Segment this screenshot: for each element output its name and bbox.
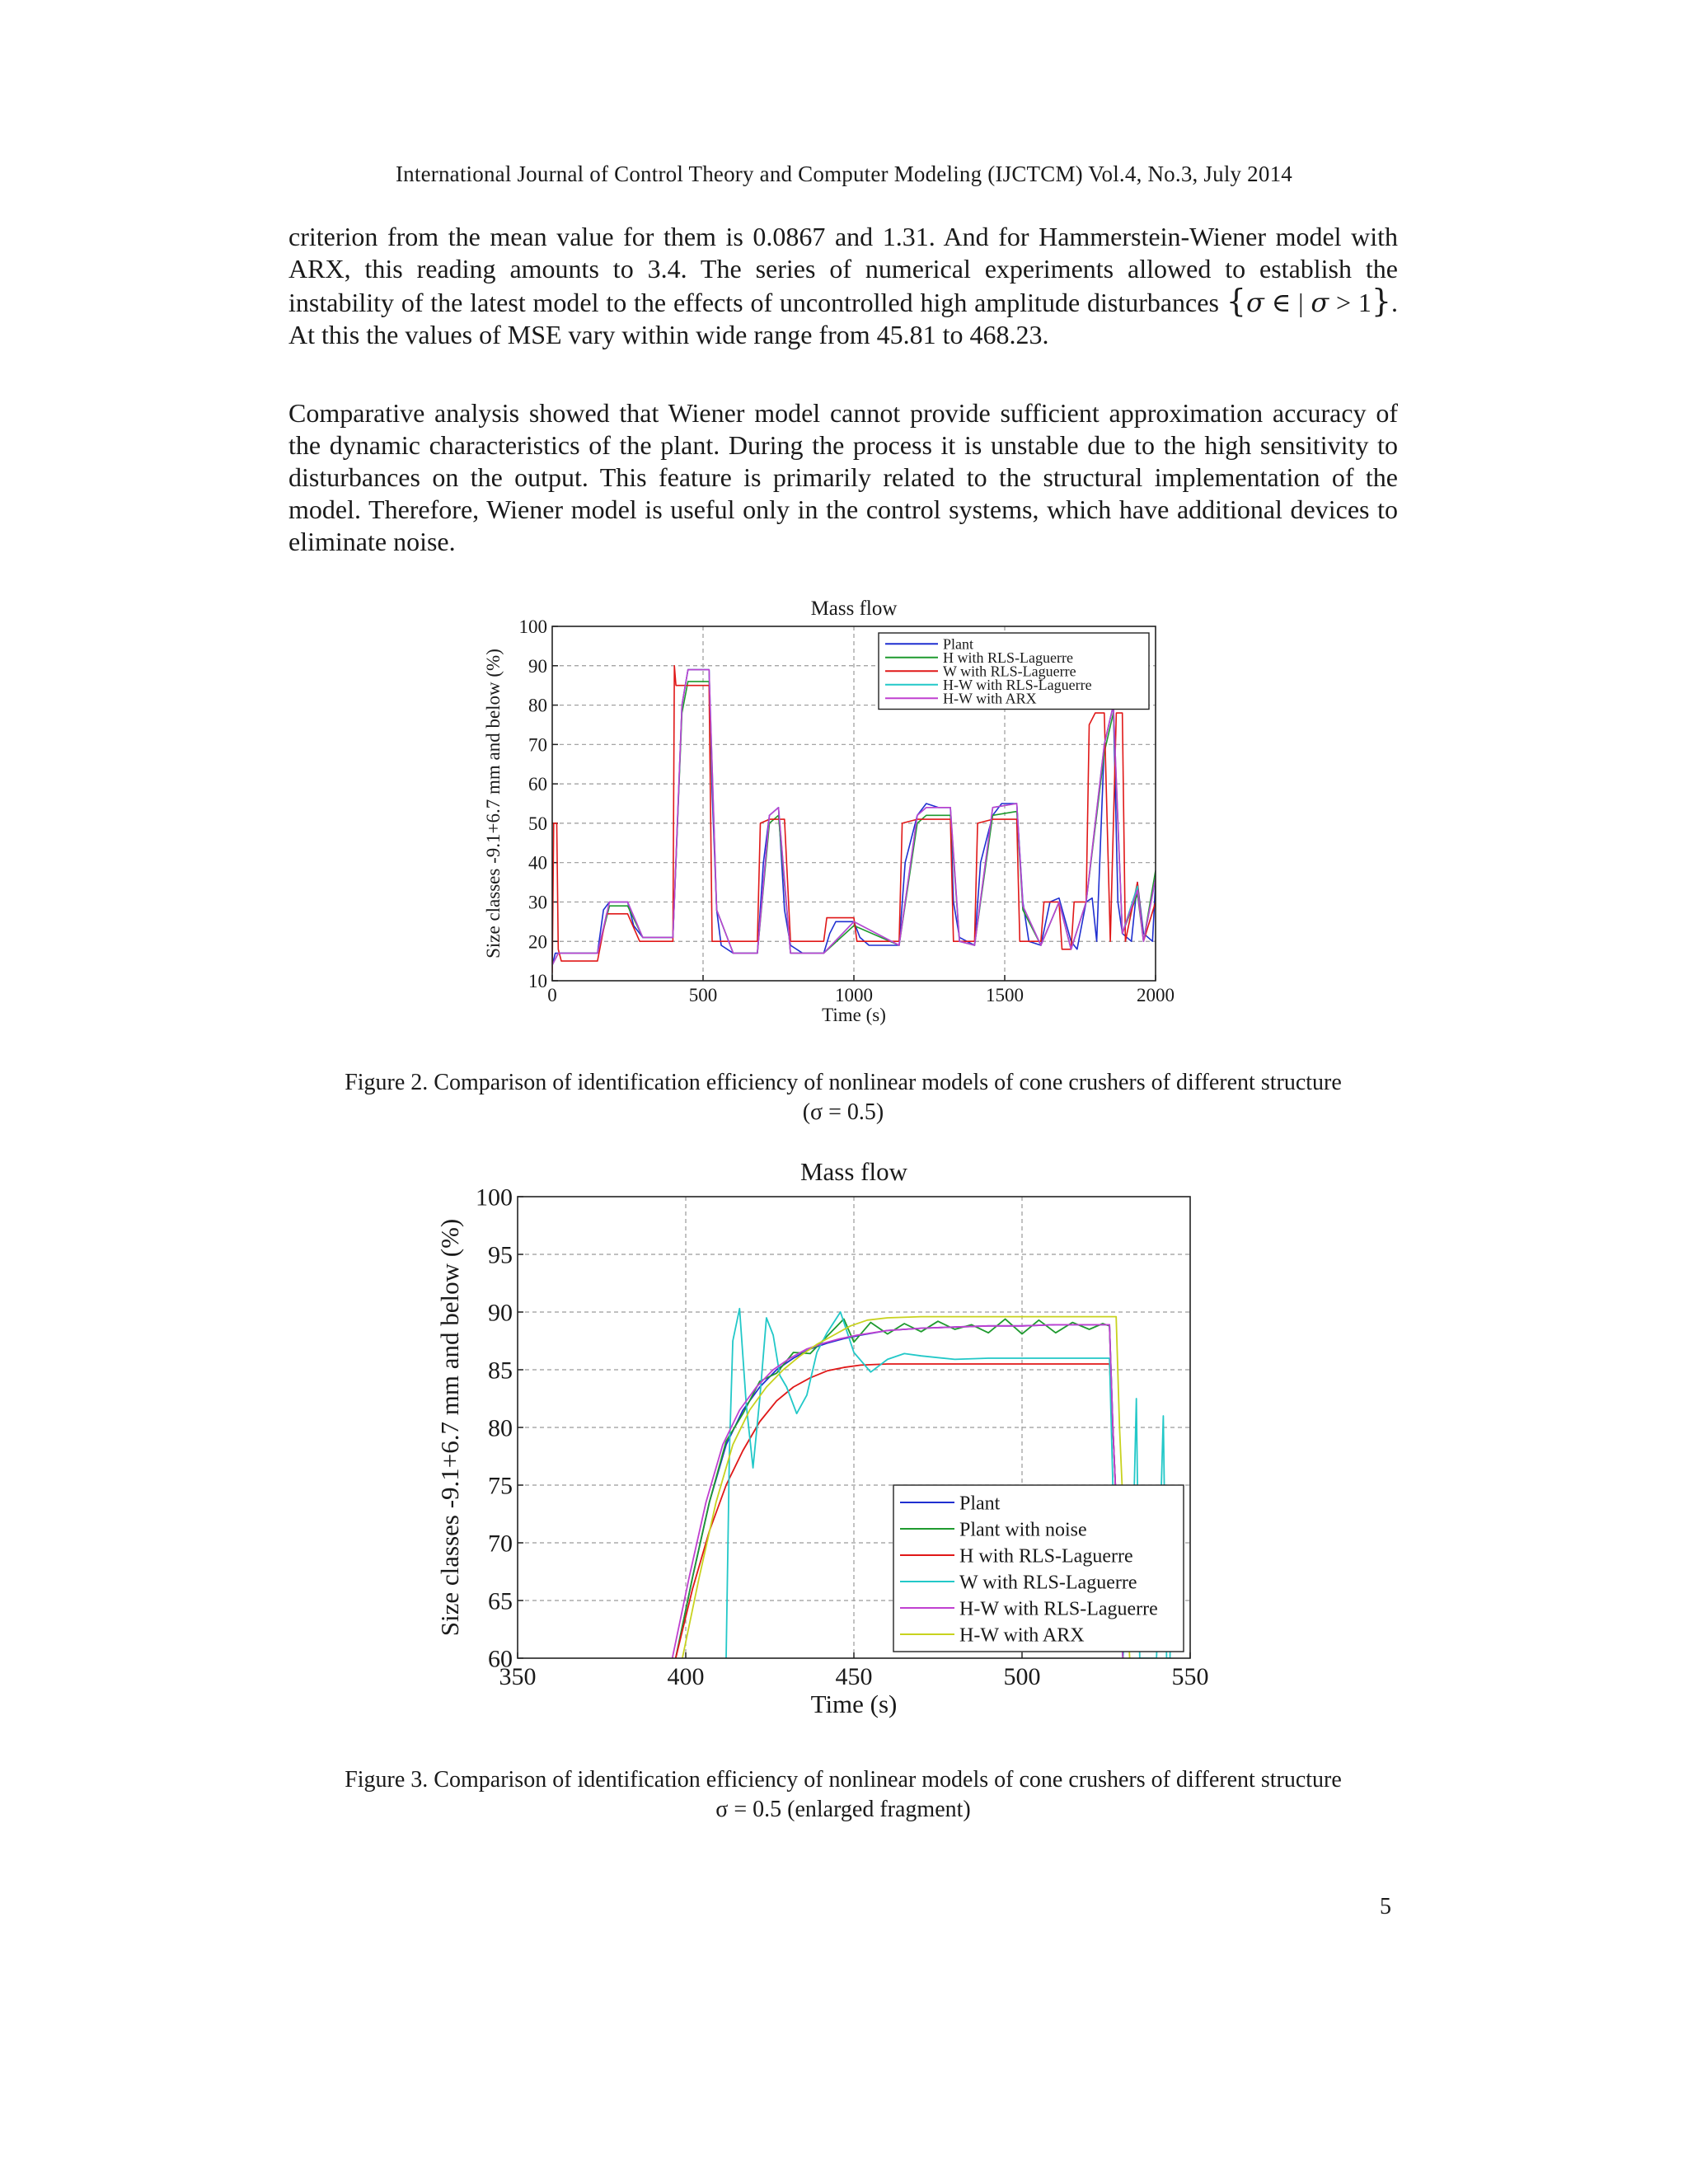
sigma-symbol: σ — [1245, 287, 1264, 318]
paragraph-2: Comparative analysis showed that Wiener model cannot provide sufficient approximation accuracy of the dynamic characteristics of the plant. During the process it is unstable due to the high sensitivity to disturbances on the output. This feature is primarily related to the structural implementation of the model. Therefore, Wiener model is useful only in the control systems, which have additional devices to eliminate noise. — [288, 398, 1398, 556]
legend-entry: Plant with noise — [959, 1519, 1087, 1541]
y-tick-label: 70 — [528, 734, 547, 756]
figure-2-caption-line2: (σ = 0.5) — [802, 1099, 884, 1125]
legend-entry: H with RLS-Laguerre — [959, 1545, 1133, 1568]
legend-entry: Plant — [943, 635, 974, 653]
y-tick-label: 20 — [528, 931, 547, 953]
journal-header: International Journal of Control Theory and Computer Modeling (IJCTCM) Vol.4, No.3, July 2014 — [395, 162, 1292, 186]
x-tick-label: 1500 — [986, 985, 1024, 1005]
paragraph-1-tail: . At this the values of MSE vary within wide range from 45.81 to 468.23. — [288, 288, 1399, 349]
y-tick-label: 80 — [528, 695, 547, 716]
x-tick-label: 550 — [1171, 1663, 1209, 1690]
paragraph-1 — [288, 221, 1398, 351]
x-axis-label: Time (s) — [822, 1005, 886, 1025]
legend-entry: H with RLS-Laguerre — [943, 649, 1073, 667]
figure-2-caption-line1: Figure 2. Comparison of identification efficiency of nonlinear models of cone crushers of different structure — [345, 1070, 1342, 1095]
x-tick-label: 0 — [547, 985, 557, 1005]
figure-2-caption — [288, 1068, 1398, 1127]
x-tick-label: 500 — [1003, 1663, 1041, 1690]
chart-legend — [893, 1485, 1184, 1652]
legend-entry: W with RLS-Laguerre — [943, 663, 1076, 680]
y-axis-label: Size classes -9.1+6.7 mm and below (%) — [483, 649, 504, 958]
figure-3-chart — [422, 1146, 1246, 1722]
y-tick-label: 30 — [528, 892, 547, 913]
set-close-brace: } — [1371, 283, 1392, 319]
legend-entry: H-W with RLS-Laguerre — [959, 1598, 1158, 1620]
legend-entry: H-W with ARX — [943, 690, 1037, 707]
sigma-symbol-2: σ — [1311, 287, 1329, 318]
y-tick-label: 85 — [488, 1357, 513, 1385]
chart-title: Mass flow — [810, 598, 898, 620]
y-tick-label: 70 — [488, 1530, 513, 1558]
x-tick-label: 2000 — [1137, 985, 1175, 1005]
figure-3-caption — [288, 1765, 1398, 1825]
y-tick-label: 80 — [488, 1414, 513, 1442]
set-open-brace: { — [1226, 283, 1246, 319]
legend-entry: H-W with ARX — [959, 1624, 1085, 1647]
x-tick-label: 500 — [688, 985, 718, 1005]
greater-than-one: > 1 — [1329, 288, 1372, 317]
y-tick-label: 75 — [488, 1472, 513, 1500]
y-axis-label: Size classes -9.1+6.7 mm and below (%) — [435, 1218, 464, 1637]
y-tick-label: 60 — [528, 774, 547, 795]
x-axis-label: Time (s) — [810, 1690, 898, 1718]
y-tick-label: 10 — [528, 971, 547, 992]
element-of-symbol: ∈ | — [1264, 288, 1311, 317]
y-tick-label: 90 — [528, 655, 547, 677]
legend-entry: H-W with RLS-Laguerre — [943, 677, 1092, 694]
y-tick-label: 100 — [476, 1183, 513, 1212]
y-tick-label: 60 — [488, 1645, 513, 1673]
legend-entry: Plant — [959, 1493, 1001, 1515]
figure-3-caption-line1: Figure 3. Comparison of identification efficiency of nonlinear models of cone crushers of different structure — [345, 1767, 1342, 1793]
y-tick-label: 95 — [488, 1241, 513, 1269]
page-number: 5 — [1380, 1894, 1391, 1919]
chart-legend — [879, 633, 1149, 710]
x-tick-label: 350 — [499, 1663, 537, 1690]
x-tick-label: 400 — [667, 1663, 705, 1690]
y-tick-label: 50 — [528, 813, 547, 834]
y-tick-label: 40 — [528, 852, 547, 874]
legend-entry: W with RLS-Laguerre — [959, 1572, 1137, 1594]
paragraph-1-text: criterion from the mean value for them is 0.0867 and 1.31. And for Hammerstein-Wiener model with ARX, this reading amounts to 3.4. The series of numerical experiments allowed to establish the instability of the latest model to the effects of uncontrolled high amplitude disturbances — [288, 222, 1398, 317]
x-tick-label: 1000 — [835, 985, 873, 1005]
x-tick-label: 450 — [835, 1663, 873, 1690]
y-tick-label: 100 — [518, 616, 547, 638]
y-tick-label: 90 — [488, 1299, 513, 1327]
figure-3-caption-line2: σ = 0.5 (enlarged fragment) — [715, 1797, 971, 1822]
y-tick-label: 65 — [488, 1587, 513, 1615]
figure-2-chart — [462, 583, 1203, 1045]
chart-title: Mass flow — [799, 1157, 908, 1186]
